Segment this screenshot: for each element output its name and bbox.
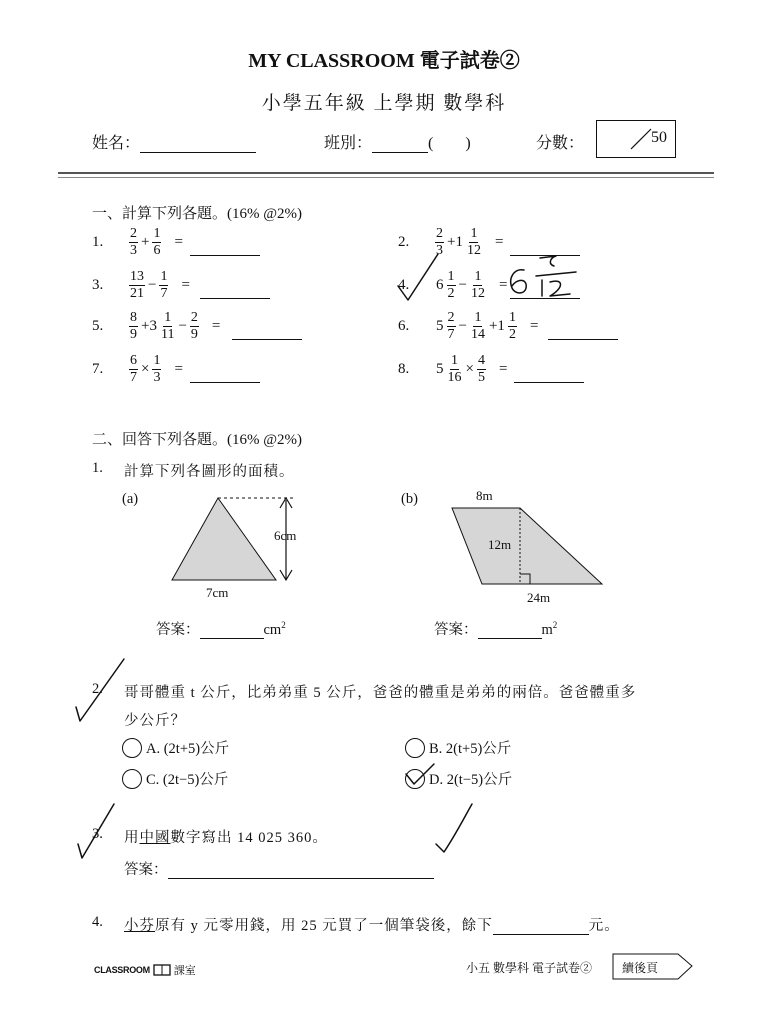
radio-circle-icon[interactable]	[122, 769, 142, 789]
answer-label: 答案：	[124, 862, 168, 878]
class-field[interactable]	[324, 130, 471, 153]
denominator: 7	[160, 286, 168, 301]
calc-question-3	[92, 269, 190, 302]
numerator: 1	[508, 310, 516, 325]
q3-number: 3.	[92, 826, 103, 842]
operator: −	[458, 318, 467, 334]
operator: +1	[447, 234, 463, 250]
q2-text-line2: 少公斤？	[124, 713, 186, 729]
fraction	[129, 269, 145, 302]
numerator: 1	[470, 226, 478, 241]
option-b-label: B. 2(t+5)公斤	[429, 741, 512, 757]
logo-cn: 課室	[173, 965, 196, 977]
class-label: 班別：	[324, 135, 373, 152]
question-number: 5.	[92, 318, 104, 334]
numerator: 8	[130, 310, 137, 325]
option-c-label: C. (2t−5)公斤	[146, 772, 229, 788]
denominator: 16	[447, 370, 462, 385]
question-number: 3.	[92, 277, 104, 293]
calc-question-8	[398, 353, 507, 386]
answer-blank-7[interactable]	[190, 381, 260, 383]
q3-text-underlined: 中國	[139, 830, 171, 846]
answer-blank-5[interactable]	[232, 338, 302, 340]
section2-heading: 二、回答下列各題。(16% @2%)	[92, 432, 303, 448]
operator: 5	[436, 361, 444, 377]
logo-text: CLASSROOM	[94, 965, 150, 975]
equals-sign: =	[211, 318, 221, 334]
numerator: 1	[447, 269, 455, 284]
q4-text	[124, 914, 620, 935]
q1b-answer[interactable]	[434, 618, 557, 639]
numerator: 13	[130, 269, 144, 284]
q3-answer[interactable]	[124, 858, 434, 879]
numerator: 2	[190, 310, 198, 325]
equals-sign: =	[174, 361, 183, 377]
fraction	[129, 226, 138, 259]
section1-heading: 一、計算下列各題。(16% @2%)	[92, 206, 303, 222]
check-mark-icon	[400, 760, 440, 794]
operator: +	[141, 234, 150, 250]
q1-text: 計算下列各圖形的面積。	[124, 464, 295, 480]
answer-blank-1[interactable]	[190, 254, 260, 256]
unit-a: cm	[263, 622, 282, 638]
operator: −	[458, 277, 467, 293]
answer-blank-q3[interactable]	[168, 864, 434, 879]
unit-b-sup: 2	[552, 620, 558, 631]
operator: −	[148, 277, 157, 293]
name-label: 姓名：	[92, 135, 141, 152]
equals-sign: =	[498, 361, 508, 377]
numerator: 6	[130, 353, 137, 368]
numerator: 1	[474, 269, 482, 284]
denominator: 7	[447, 327, 455, 342]
name-field[interactable]	[92, 130, 256, 153]
answer-label: 答案：	[156, 622, 200, 638]
numerator: 1	[164, 310, 172, 325]
option-d-label: D. 2(t−5)公斤	[429, 772, 513, 788]
answer-blank-a[interactable]	[200, 624, 264, 639]
fraction	[508, 310, 517, 343]
calc-question-5	[92, 310, 220, 343]
fig-b-label: (b)	[401, 491, 418, 507]
denominator: 3	[130, 243, 137, 258]
fig-a-label: (a)	[122, 491, 139, 507]
q4-text-a: 原有 y 元零用錢，用 25 元買了一個筆袋後，餘下	[155, 918, 493, 934]
calc-question-7	[92, 353, 183, 386]
numerator: 1	[451, 353, 458, 368]
fraction	[470, 310, 486, 343]
class-blank[interactable]	[372, 136, 428, 153]
q2-number: 2.	[92, 681, 103, 697]
class-paren-open: (	[428, 135, 434, 152]
question-number: 1.	[92, 234, 104, 250]
fraction	[477, 353, 486, 386]
unit-b: m	[541, 622, 553, 638]
denominator: 5	[477, 370, 485, 385]
unit-a-sup: 2	[281, 620, 286, 631]
denominator: 9	[190, 327, 198, 342]
denominator: 6	[153, 243, 161, 258]
book-icon	[152, 963, 172, 977]
question-number: 6.	[398, 318, 410, 334]
trapezium-figure	[440, 500, 620, 600]
footer-info: 小五 數學科 電子試卷②	[466, 961, 593, 975]
q1a-answer[interactable]	[156, 618, 286, 639]
fig-a-height: 6cm	[274, 528, 297, 543]
q4-number: 4.	[92, 914, 103, 930]
fig-b-bottom: 24m	[527, 590, 551, 605]
check-mark-icon	[430, 800, 480, 860]
option-a[interactable]	[122, 737, 229, 758]
denominator: 2	[508, 327, 516, 342]
check-mark-icon	[70, 655, 130, 725]
operator: +1	[488, 318, 505, 334]
numerator: 1	[153, 353, 161, 368]
footer-logo	[94, 962, 196, 978]
fig-a-base: 7cm	[206, 585, 229, 600]
equals-sign: =	[494, 234, 504, 250]
option-a-label: A. (2t+5)公斤	[146, 741, 230, 757]
name-blank[interactable]	[140, 136, 256, 153]
denominator: 3	[153, 370, 161, 385]
denominator: 12	[470, 286, 485, 301]
radio-circle-icon[interactable]	[122, 738, 142, 758]
answer-blank-3[interactable]	[200, 297, 270, 299]
operator: ×	[141, 361, 150, 377]
denominator: 9	[130, 327, 137, 342]
denominator: 11	[160, 327, 175, 342]
numerator: 4	[477, 353, 485, 368]
question-number: 8.	[398, 361, 410, 377]
fraction	[129, 353, 138, 386]
page-title: MY CLASSROOM 電子試卷②	[248, 50, 520, 72]
question-number: 7.	[92, 361, 104, 377]
fraction	[160, 310, 175, 343]
radio-circle-icon[interactable]	[405, 738, 425, 758]
q4-name: 小芬	[124, 918, 155, 934]
fig-b-top: 8m	[476, 488, 493, 503]
denominator: 2	[447, 286, 455, 301]
option-c[interactable]	[122, 768, 228, 789]
option-b[interactable]	[405, 737, 511, 758]
numerator: 1	[160, 269, 168, 284]
score-label: 分數：	[536, 135, 585, 152]
denominator: 12	[466, 243, 481, 258]
denominator: 21	[130, 286, 144, 301]
fraction	[159, 269, 168, 302]
q4-text-b: 元。	[588, 918, 620, 934]
equals-sign: =	[498, 277, 508, 293]
numerator: 2	[447, 310, 455, 325]
fig-b-height: 12m	[488, 537, 512, 552]
next-page-label: 續後頁	[622, 961, 659, 975]
equals-sign: =	[174, 234, 183, 250]
fraction	[447, 310, 456, 343]
header-divider-thin	[58, 177, 714, 178]
numerator: 1	[153, 226, 161, 241]
question-number: 4.	[398, 277, 410, 293]
q1-number: 1.	[92, 460, 103, 476]
question-number: 2.	[398, 234, 410, 250]
numerator: 2	[130, 226, 137, 241]
calc-question-1	[92, 226, 183, 259]
fraction	[447, 353, 463, 386]
answer-blank-b[interactable]	[478, 624, 542, 639]
fraction	[190, 310, 199, 343]
calc-question-6	[398, 310, 538, 343]
operator: 5	[436, 318, 444, 334]
denominator: 7	[130, 370, 137, 385]
operator: 6	[436, 277, 444, 293]
denominator: 14	[470, 327, 485, 342]
score-box[interactable]	[596, 120, 676, 158]
operator: +3	[141, 318, 157, 334]
q3-text-pre: 用	[124, 830, 140, 846]
fraction	[152, 226, 161, 259]
answer-blank-6[interactable]	[548, 338, 618, 340]
header-divider	[58, 172, 714, 174]
page-subtitle: 小學五年級 上學期 數學科	[261, 93, 507, 114]
fraction	[129, 310, 138, 343]
answer-label: 答案：	[434, 622, 478, 638]
q3-text	[124, 826, 328, 847]
q3-text-post: 數字寫出 14 025 360。	[170, 830, 328, 846]
q2-text-line1: 哥哥體重 t 公斤，比弟弟重 5 公斤，爸爸的體重是弟弟的兩倍。爸爸體重多	[124, 685, 637, 701]
numerator: 1	[474, 310, 482, 325]
operator: −	[178, 318, 187, 334]
numerator: 2	[436, 226, 443, 241]
fraction	[152, 353, 161, 386]
answer-blank-8[interactable]	[514, 381, 584, 383]
score-total: 50	[651, 129, 667, 146]
class-paren-close: )	[465, 135, 471, 152]
equals-sign: =	[529, 318, 539, 334]
handwritten-answer-q4	[394, 248, 594, 308]
answer-blank-q4[interactable]	[493, 920, 589, 935]
operator: ×	[465, 361, 474, 377]
denominator: 3	[436, 243, 443, 258]
equals-sign: =	[181, 277, 190, 293]
